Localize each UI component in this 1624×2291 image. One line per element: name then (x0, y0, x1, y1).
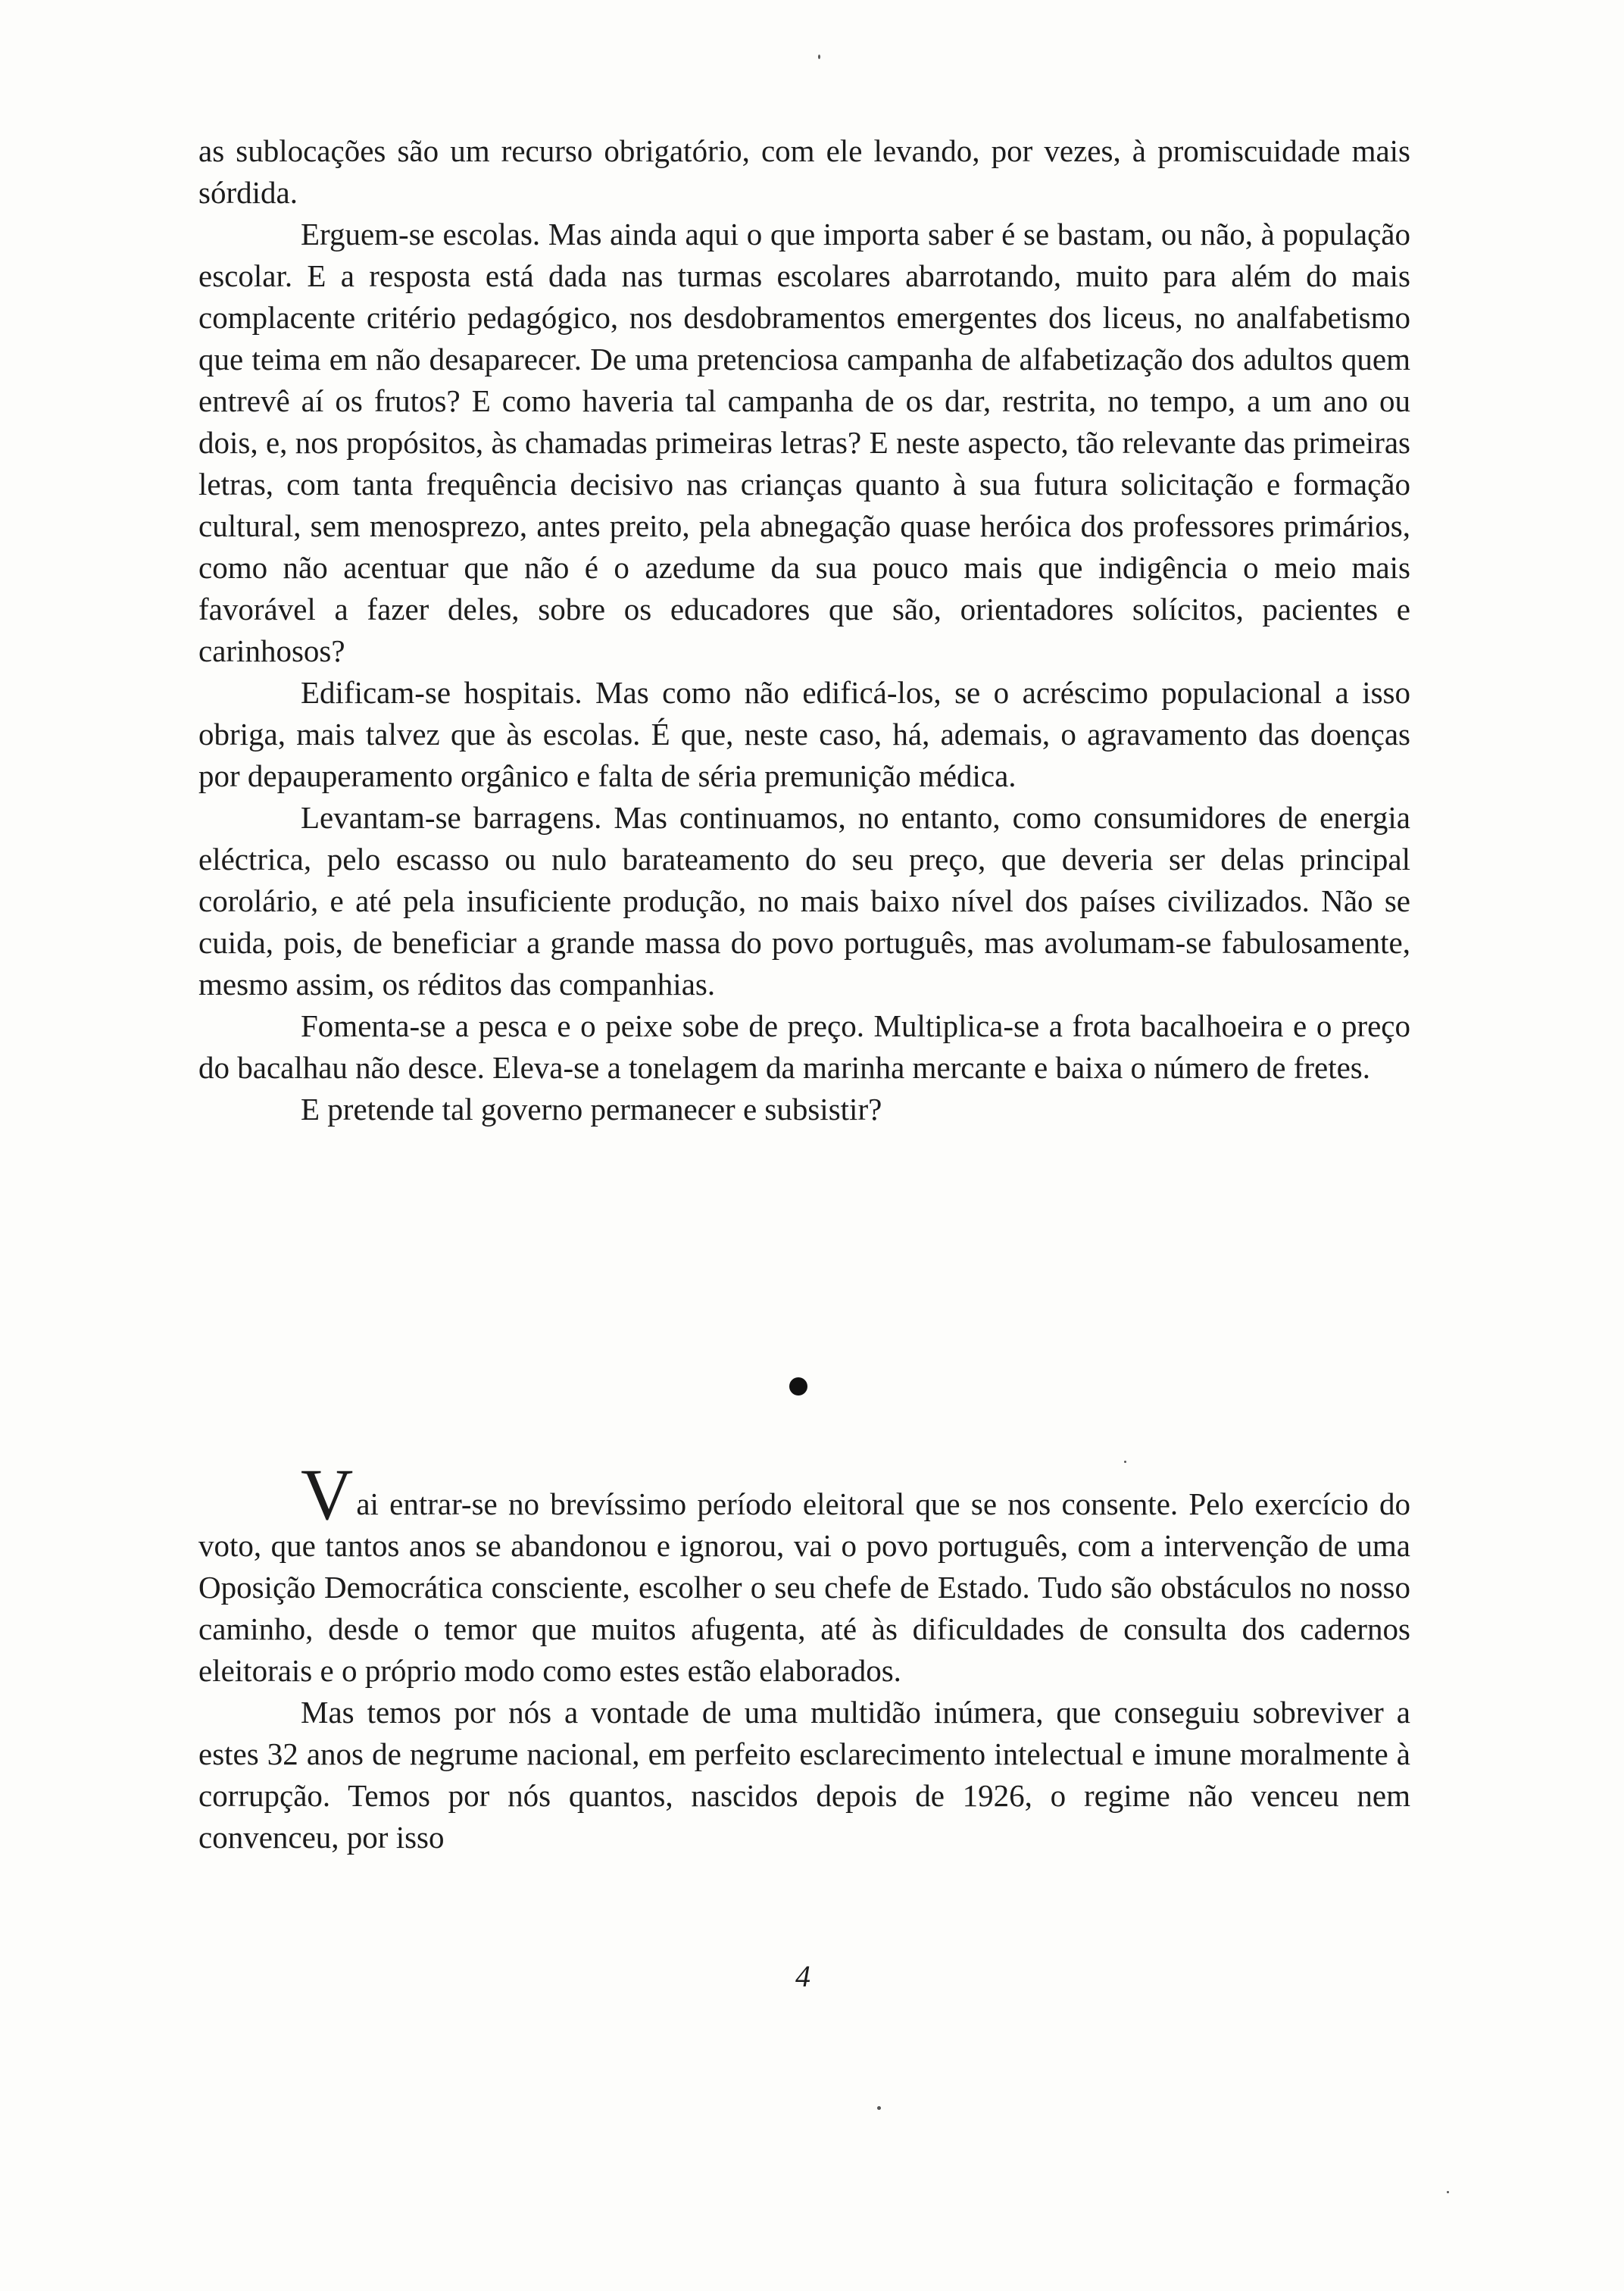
paragraph-pesca: Fomenta-se a pesca e o peixe sobe de preço. Multiplica-se a frota bacalhoeira e o preço do bacalhau não desce. Eleva-se a tonelagem da marinha mercante e baixa o número de fretes. (198, 1008, 1410, 1085)
section-separator-bullet (789, 1377, 807, 1396)
drop-cap-letter: V (301, 1454, 354, 1535)
paragraph-escolas: Erguem-se escolas. Mas ainda aqui o que importa saber é se bastam, ou não, à população escolar. E a resposta está dada nas turmas escolares abarrotando, muito para além do mais complacente critério pedagógico, nos desdobramentos emergentes dos liceus, no analfabetismo que teima em não desaparecer. De uma pretenciosa campanha de alfabetização dos adultos quem entrevê aí os frutos? E como haveria tal campanha de os dar, restrita, no tempo, a um ano ou dois, e, nos propósitos, às chamadas primeiras letras? E neste aspecto, tão relevante das primeiras letras, com tanta frequência decisivo nas crianças quanto à sua futura solicitação e formação cultural, sem menosprezo, antes preito, pela abnegação quase heróica dos professores primários, como não acentuar que não é o azedume da sua pouco mais que indigência o meio mais favorável a fazer deles, sobre os educadores que são, orientadores solícitos, pacientes e carinhosos? (198, 217, 1410, 668)
paragraph-barragens: Levantam-se barragens. Mas continuamos, no entanto, como consumidores de energia eléctrica, pelo escasso ou nulo barateamento do seu preço, que deveria ser delas principal corolário, e até pela insuficiente produção, no mais baixo nível dos países civilizados. Não se cuida, pois, de beneficiar a grande massa do povo português, mas avolumam-se fabulosamente, mesmo assim, os réditos das companhias. (198, 800, 1410, 1002)
paragraph-eleitoral (198, 1454, 1410, 1692)
page-number: 4 (795, 1959, 810, 1993)
bottom-text-section (198, 1454, 1410, 1858)
paper-speck (818, 55, 820, 59)
paragraph-eleitoral-text: ai entrar-se no brevíssimo período eleitoral que se nos consente. Pelo exercício do voto, que tantos anos se abandonou e ignorou, vai o povo português, com a intervenção de uma Oposição Democrática consciente, escolher o seu chefe de Estado. Tudo são obstáculos no nosso caminho, desde o temor que muitos afugenta, até às dificuldades de consulta dos cadernos eleitorais e o próprio modo como estes estão elaborados. (198, 1486, 1410, 1688)
paper-speck (1124, 1461, 1126, 1463)
top-text-section (198, 130, 1410, 1130)
paragraph-vontade: Mas temos por nós a vontade de uma multidão inúmera, que conseguiu sobreviver a estes 32 anos de negrume nacional, em perfeito esclarecimento intelectual e imune moralmente à corrupção. Temos por nós quantos, nascidos depois de 1926, o regime não venceu nem convenceu, por isso (198, 1695, 1410, 1855)
paper-speck (877, 2106, 881, 2110)
paragraph-continuation: as sublocações são um recurso obrigatório, com ele levando, por vezes, à promiscuidade mais sórdida. (198, 133, 1410, 210)
paper-speck (1447, 2191, 1449, 2193)
paragraph-hospitais: Edificam-se hospitais. Mas como não edificá-los, se o acréscimo populacional a isso obriga, mais talvez que às escolas. É que, neste caso, há, ademais, o agravamento das doenças por depauperamento orgânico e falta de séria premunição médica. (198, 675, 1410, 793)
closing-question: E pretende tal governo permanecer e subsistir? (301, 1092, 882, 1127)
